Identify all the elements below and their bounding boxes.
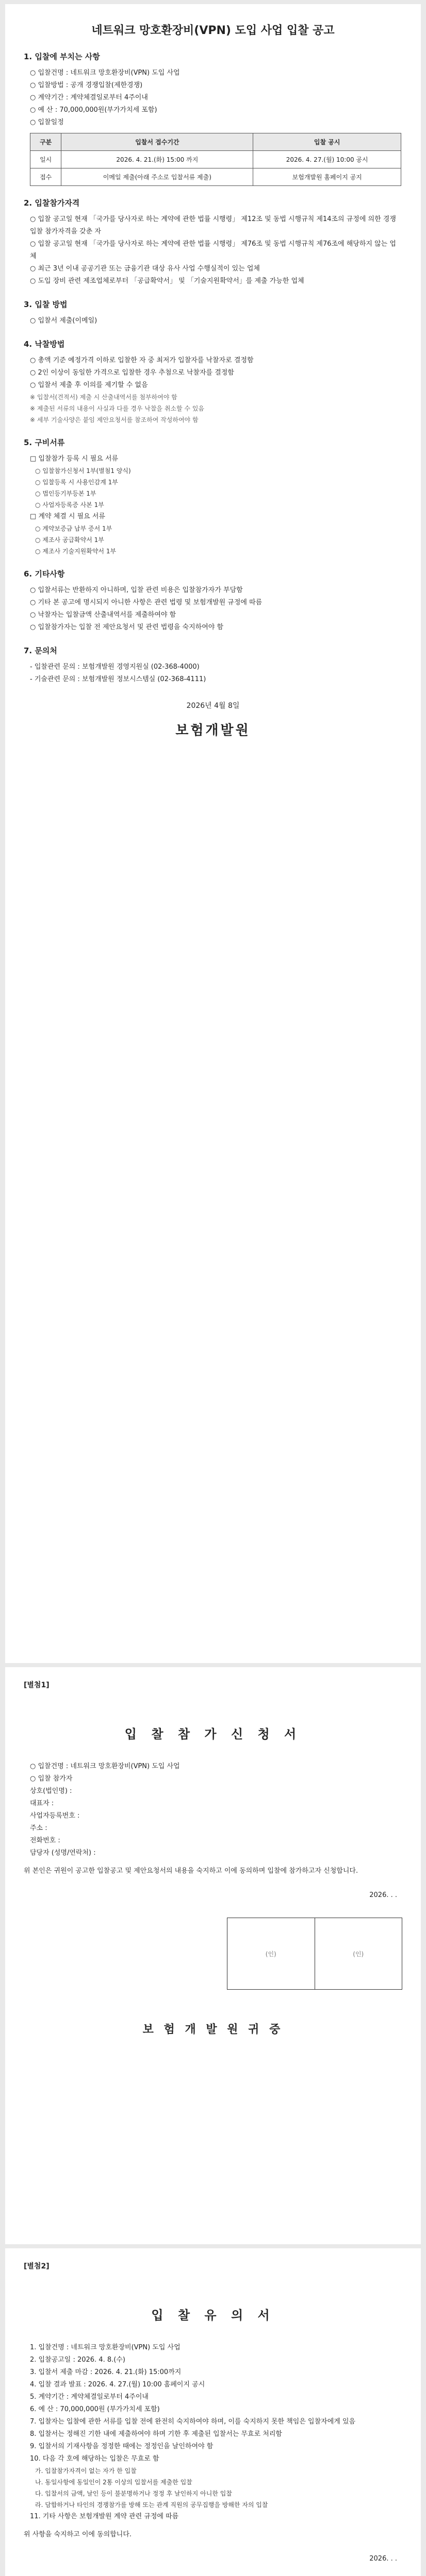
form-precautions-page (5, 2248, 421, 2576)
organization-name: 보험개발원 (175, 723, 251, 738)
table-cell: 일시 (30, 151, 61, 168)
table-cell: 접수 (30, 168, 61, 186)
list-item: ○ 제조사 기술지원확약서 1부 (35, 548, 117, 555)
list-item: 나. 동일사항에 동일인이 2통 이상의 입찰서를 제출한 입찰 (35, 2479, 192, 2486)
list-item: 다. 입찰서의 금액, 날인 등이 불분명하거나 정정 후 날인하지 아니한 입찰 (35, 2490, 232, 2497)
section-heading: 7. 문의처 (24, 646, 57, 655)
note: ※ 제출된 서류의 내용이 사실과 다를 경우 낙찰을 취소할 수 있음 (30, 405, 205, 412)
form-application-page (5, 1667, 421, 2244)
form-title: 입 찰 유 의 서 (151, 2308, 275, 2323)
note: ※ 세부 기술사양은 붙임 제안요청서를 참조하여 작성하여야 함 (30, 416, 199, 423)
list-item: ○ 법인등기부등본 1부 (35, 490, 96, 497)
section-heading: 6. 기타사항 (24, 569, 65, 579)
section-heading: 1. 입찰에 부치는 사항 (24, 52, 100, 61)
list-item: 6. 예 산 : 70,000,000원 (부가가치세 포함) (30, 2405, 160, 2413)
list-item: ○ 예 산 : 70,000,000원(부가가치세 포함) (30, 106, 157, 114)
list-item: 3. 입찰서 제출 마감 : 2026. 4. 21.(화) 15:00까지 (30, 2368, 182, 2376)
form-line: 상호(법인명) : (30, 1787, 72, 1795)
list-item: ○ 최근 3년 이내 공공기관 또는 금융기관 대상 유사 사업 수행실적이 있는 업체 (30, 265, 260, 273)
list-item: 가. 입찰참가자격이 없는 자가 한 입찰 (35, 2467, 137, 2475)
signature-box (227, 1918, 402, 1990)
declaration-text: 위 사항을 숙지하고 이에 동의합니다. (24, 2531, 132, 2538)
form-line: ○ 입찰건명 : 네트워크 망호환장비(VPN) 도입 사업 (30, 1762, 180, 1770)
notice-title: 네트워크 망호환장비(VPN) 도입 사업 입찰 공고 (91, 24, 335, 37)
section-heading: 3. 입찰 방법 (24, 300, 68, 309)
list-item: 5. 계약기간 : 계약체결일로부터 4주이내 (30, 2393, 149, 2401)
seal-cell: (인) (227, 1918, 315, 1989)
list-item: ○ 입찰등록 시 사용인감계 1부 (35, 479, 118, 486)
form-line: 사업자등록번호 : (30, 1812, 80, 1820)
form-line: 담당자 (성명/연락처) : (30, 1849, 96, 1857)
table-cell: 보험개발원 홈페이지 공지 (253, 168, 401, 186)
list-item: 2. 입찰공고일 : 2026. 4. 8.(수) (30, 2356, 125, 2364)
list-item: ○ 계약기간 : 계약체결일로부터 4주이내 (30, 94, 148, 101)
list-item: ○ 입찰참가신청서 1부(별첨1 양식) (35, 467, 131, 474)
list-item: ○ 입찰서 제출(이메일) (30, 317, 97, 325)
list-item: ○ 입찰참가자는 입찰 전 제안요청서 및 관련 법령을 숙지하여야 함 (30, 623, 224, 631)
notice-date: 2026년 4월 8일 (186, 702, 240, 710)
list-item: ○ 입찰방법 : 공개 경쟁입찰(제한경쟁) (30, 81, 143, 89)
table-cell: 이메일 제출(아래 주소로 입찰서류 제출) (61, 168, 253, 186)
notice-page (5, 4, 421, 1663)
table-header: 구분 (30, 133, 61, 151)
section-heading: 2. 입찰참가자격 (24, 198, 80, 208)
section-heading: 4. 낙찰방법 (24, 340, 65, 349)
declaration-text: 위 본인은 귀원이 공고한 입찰공고 및 제안요청서의 내용을 숙지하고 이에 동의하며 입찰에 참가하고자 신청합니다. (24, 1867, 358, 1875)
attachment-tag: [별첨1] (24, 1681, 50, 1689)
list-item: ○ 낙찰자는 입찰금액 산출내역서를 제출하여야 함 (30, 611, 176, 619)
table-row (30, 151, 401, 168)
list-item: ○ 입찰 공고일 현재 「국가를 당사자로 하는 계약에 관한 법률 시행령」 제76조 및 동법 시행규칙 제76조에 해당하지 않는 업체 (30, 240, 396, 260)
list-item: 10. 다음 각 호에 해당하는 입찰은 무효로 함 (30, 2455, 159, 2463)
list-item: 7. 입찰자는 입찰에 관한 서류를 입찰 전에 완전히 숙지하여야 하며, 이를 숙지하지 못한 책임은 입찰자에게 있음 (30, 2418, 356, 2426)
list-item: - 기술관련 문의 : 보험개발원 정보시스템실 (02-368-4111) (30, 675, 206, 683)
list-item: 라. 담합하거나 타인의 경쟁참가를 방해 또는 관계 직원의 공무집행을 방해한 자의 입찰 (35, 2501, 268, 2509)
form-line: 전화번호 : (30, 1837, 60, 1844)
attachment-tag: [별첨2] (24, 2262, 50, 2270)
list-item: - 입찰관련 문의 : 보험개발원 경영지원실 (02-368-4000) (30, 663, 200, 671)
table-header: 입찰서 접수기간 (61, 133, 253, 151)
list-item: ○ 사업자등록증 사본 1부 (35, 501, 104, 509)
schedule-table (30, 133, 401, 186)
seal-cell: (인) (353, 1950, 364, 1958)
form-line: ○ 입찰 참가자 (30, 1775, 73, 1783)
group-heading: □ 입찰참가 등록 시 필요 서류 (30, 455, 119, 463)
list-item: ○ 기타 본 공고에 명시되지 아니한 사항은 관련 법령 및 보험개발원 규정에 따름 (30, 599, 263, 606)
table-cell: 2026. 4. 27.(월) 10:00 공시 (253, 151, 401, 168)
list-item: 4. 입찰 결과 발표 : 2026. 4. 27.(월) 10:00 홈페이지 공시 (30, 2381, 205, 2388)
list-item: 11. 기타 사항은 보험개발원 계약 관련 규정에 따름 (30, 2513, 179, 2520)
list-item: ○ 총액 기준 예정가격 이하로 입찰한 자 중 최저가 입찰자를 낙찰자로 결정함 (30, 357, 254, 364)
list-item: ○ 입찰 공고일 현재 「국가를 당사자로 하는 계약에 관한 법률 시행령」 제12조 및 동법 시행규칙 제14조의 규정에 의한 경쟁입찰 참가자격을 갖춘 자 (30, 215, 396, 235)
list-item: ○ 계약보증금 납부 증서 1부 (35, 525, 112, 532)
form-line: 대표자 : (30, 1800, 54, 1807)
list-item: ○ 입찰서 제출 후 이의를 제기할 수 없음 (30, 381, 148, 389)
list-item: ○ 입찰서류는 반환하지 아니하며, 입찰 관련 비용은 입찰참가자가 부담함 (30, 586, 243, 594)
form-line: 주소 : (30, 1824, 47, 1832)
group-heading: □ 계약 체결 시 필요 서류 (30, 513, 105, 520)
form-date: 2026. . . (369, 1891, 397, 1899)
section-heading: 5. 구비서류 (24, 438, 65, 447)
list-item: ○ 도입 장비 관련 제조업체로부터 「공급확약서」 및 「기술지원확약서」를 제출 가능한 업체 (30, 277, 304, 285)
recipient: 보 험 개 발 원 귀 중 (142, 2023, 284, 2036)
form-title: 입 찰 참 가 신 청 서 (124, 1727, 302, 1741)
list-item: 8. 입찰서는 정해진 기한 내에 제출하여야 하며 기한 후 제출된 입찰서는 무효로 처리함 (30, 2430, 282, 2438)
list-item: ○ 제조사 공급확약서 1부 (35, 536, 104, 544)
list-item: ○ 입찰건명 : 네트워크 망호환장비(VPN) 도입 사업 (30, 69, 180, 77)
list-item: 1. 입찰건명 : 네트워크 망호환장비(VPN) 도입 사업 (30, 2344, 181, 2351)
list-item: ○ 2인 이상이 동일한 가격으로 입찰한 경우 추첨으로 낙찰자를 결정함 (30, 369, 234, 377)
table-header: 입찰 공시 (253, 133, 401, 151)
form-date: 2026. . . (369, 2555, 397, 2563)
table-cell: 2026. 4. 21.(화) 15:00 까지 (61, 151, 253, 168)
table-row (30, 168, 401, 186)
list-item: ○ 입찰일정 (30, 118, 64, 126)
list-item: 9. 입찰서의 기재사항을 정정한 때에는 정정인을 날인하여야 함 (30, 2443, 214, 2450)
note: ※ 입찰서(견적서) 제출 시 산출내역서를 첨부하여야 함 (30, 394, 177, 401)
